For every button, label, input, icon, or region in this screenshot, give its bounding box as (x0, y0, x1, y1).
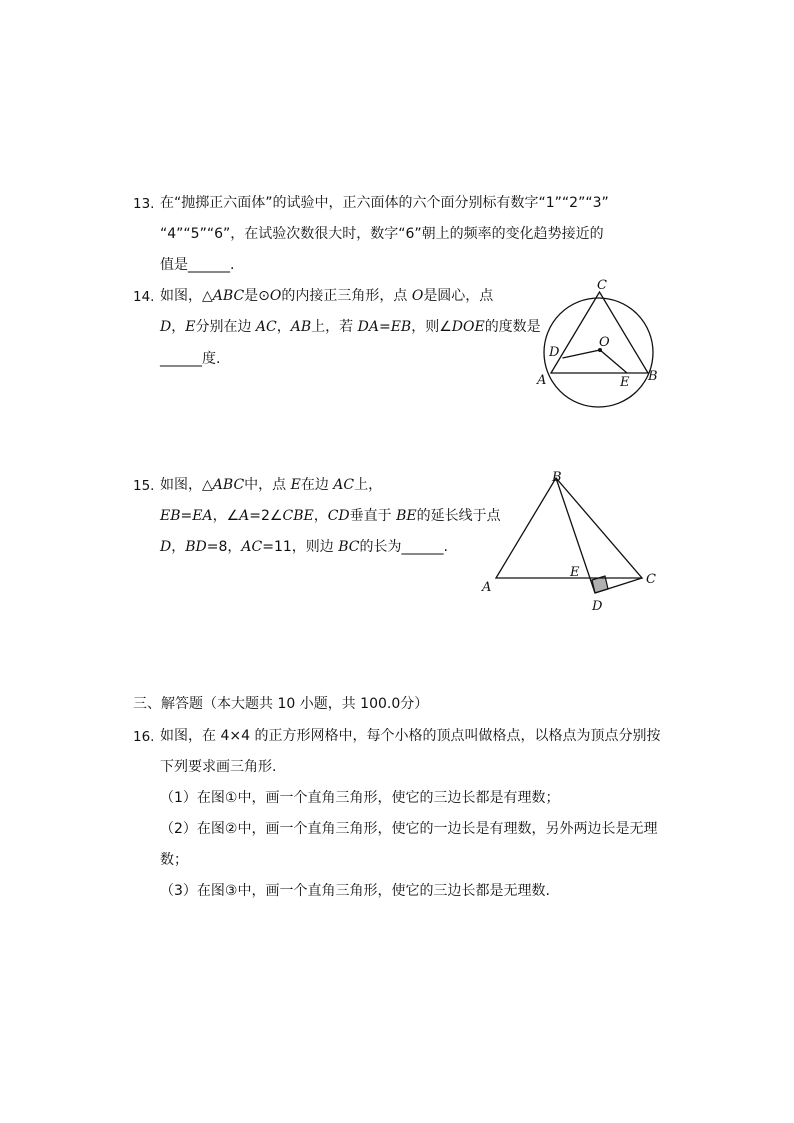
triangle-abc (551, 292, 648, 373)
q15-line-2: EB=EA，∠A=2∠CBE，CD垂直于 BE的延长线于点 (160, 508, 501, 524)
q15-line-1: 如图，△ABC中，点 E在边 AC上， (160, 477, 383, 493)
q16-part-1: （1）在图①中，画一个直角三角形，使它的三边长都是有理数； (160, 790, 560, 806)
q14-line-3: ______度. (160, 351, 221, 367)
label-b: B (552, 470, 562, 485)
q14-circle-figure (530, 274, 665, 414)
q16-part-3: （3）在图③中，画一个直角三角形，使它的三边长都是无理数. (160, 883, 550, 899)
label-o: O (599, 335, 610, 350)
q13-number: 13. (133, 196, 155, 212)
section-heading: 三、解答题（本大题共 10 小题，共 100.0分） (133, 696, 429, 712)
label-d: D (549, 345, 560, 360)
circumcircle (544, 298, 653, 407)
q14-line-2: D，E分别在边 AC，AB上，若 DA=EB，则∠DOE的度数是 (160, 319, 541, 335)
label-a: A (537, 373, 547, 388)
label-c: C (597, 278, 607, 293)
label-c: C (646, 572, 656, 587)
label-e: E (570, 565, 580, 580)
label-d: D (592, 599, 603, 614)
q14-number: 14. (133, 289, 155, 305)
q13-line-3: 值是______. (160, 257, 235, 273)
label-e: E (620, 375, 630, 390)
q15-line-3: D，BD=8，AC=11，则边 BC的长为______. (160, 539, 448, 555)
q16-part-2-cont: 数； (160, 852, 188, 868)
q16-line-1: 如图，在 4×4 的正方形网格中，每个小格的顶点叫做格点，以格点为顶点分别按 (160, 728, 661, 744)
q16-part-2: （2）在图②中，画一个直角三角形，使它的一边长是有理数，另外两边长是无理 (160, 821, 658, 837)
q13-line-1: 在“抛掷正六面体”的试验中，正六面体的六个面分别标有数字“1”“2”“3” (160, 195, 609, 211)
label-a: A (482, 580, 492, 595)
q15-number: 15. (133, 478, 155, 494)
q15-triangle-figure (475, 466, 665, 616)
q16-number: 16. (133, 729, 155, 745)
q13-line-2: “4”“5”“6”，在试验次数很大时，数字“6”朝上的频率的变化趋势接近的 (160, 226, 604, 242)
q14-line-1: 如图，△ABC是⊙O的内接正三角形，点 O是圆心，点 (160, 288, 494, 304)
q16-line-2: 下列要求画三角形. (160, 759, 277, 775)
label-b: B (648, 369, 658, 384)
segments-do-oe (563, 350, 628, 373)
triangle-abc (496, 478, 642, 578)
